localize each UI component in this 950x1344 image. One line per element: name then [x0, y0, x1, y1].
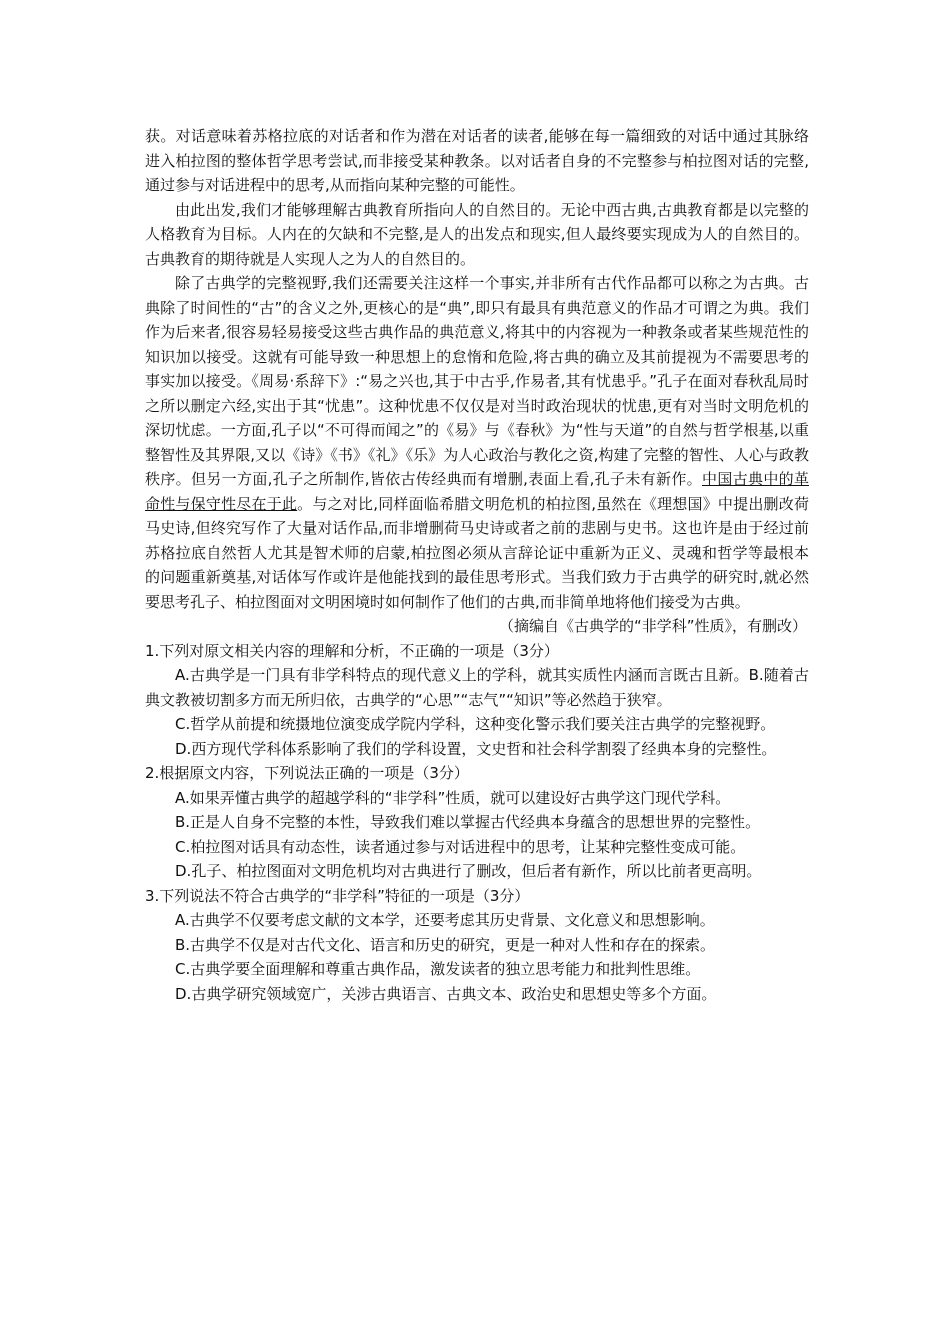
- question-stem: 1.下列对原文相关内容的理解和分析，不正确的一项是（3分）: [145, 641, 559, 660]
- passage-paragraph-3-text-a: 除了古典学的完整视野,我们还需要关注这样一个事实,并非所有古代作品都可以称之为古典。古典除了时间性的“古”的含义之外,更核心的是“典”,即只有最具有典范意义的作品才可谓之为典。我们作为后来者,很容易轻易接受这些古典作品的典范意义,将其中的内容视为一种教条或者某些规范性的知识加以接受。这就有可能导致一种思想上的怠惰和危险,将古典的确立及其前提视为不需要思考的事实加以接受。《周易·系辞下》:“易之兴也,其于中古乎,作易者,其有忧患乎。”孔子在面对春秋乱局时之所以删定六经,实出于其“忧患”。这种忧患不仅仅是对当时政治现状的忧患,更有对当时文明危机的深切忧虑。一方面,孔子以“不可得而闻之”的《易》与《春秋》为“性与天道”的自然与哲学根基,以重整智性及其界限,又以《诗》《书》《礼》《乐》为人心政治与教化之资,构建了完整的智性、人心与政教秩序。但另一方面,孔子之所制作,皆依古传经典而有增删,表面上看,孔子未有新作。: [145, 274, 809, 488]
- underlined-sentence: 中国古典中的革命性与保守性尽在于此: [145, 470, 809, 513]
- option-d: D.西方现代学科体系影响了我们的学科设置，文史哲和社会科学割裂了经典本身的完整性。: [175, 739, 777, 758]
- option-c: C.古典学要全面理解和尊重古典作品，激发读者的独立思考能力和批判性思维。: [175, 960, 701, 978]
- passage-paragraph-3-text-b: 。与之对比,同样面临希腊文明危机的柏拉图,虽然在《理想国》中提出删改荷马史诗,但终究写作了大量对话作品,而非增删荷马史诗或者之前的悲剧与史书。这也许是由于经过前苏格拉底自然哲人尤其是智术师的启蒙,柏拉图必须从言辞论证中重新为正义、灵魂和哲学等最根本的问题重新奠基,对话体写作或许是他能找到的最佳思考形式。当我们致力于古典学的研究时,就必然要思考孔子、柏拉图面对文明困境时如何制作了他们的古典,而非简单地将他们接受为古典。: [145, 494, 809, 611]
- document-page: [145, 124, 809, 1006]
- passage-paragraph-1: 获。对话意味着苏格拉底的对话者和作为潜在对话者的读者,能够在每一篇细致的对话中通过其脉络进入柏拉图的整体哲学思考尝试,而非接受某种教条。以对话者自身的不完整参与柏拉图对话的完整,通过参与对话进程中的思考,从而指向某种完整的可能性。: [145, 127, 809, 194]
- passage-paragraph-2: 由此出发,我们才能够理解古典教育所指向人的自然目的。无论中西古典,古典教育都是以完整的人格教育为目标。人内在的欠缺和不完整,是人的出发点和现实,但人最终要实现成为人的自然目的。古典教育的期待就是人实现人之为人的自然目的。: [145, 200, 809, 268]
- option-a: A.如果弄懂古典学的超越学科的“非学科”性质，就可以建设好古典学这门现代学科。: [175, 788, 731, 807]
- passage-paragraph-3: [145, 271, 809, 614]
- question-stem: 2.根据原文内容，下列说法正确的一项是（3分）: [145, 764, 469, 782]
- question-1: [145, 639, 809, 762]
- question-3: [145, 884, 809, 1007]
- option-a-b: A.古典学是一门具有非学科特点的现代意义上的学科，就其实质性内涵而言既古且新。B.随着古典文教被切割多方而无所归依，古典学的“心思”“志气”“知识”等必然趋于狭窄。: [145, 666, 809, 709]
- option-d: D.孔子、柏拉图面对文明危机均对古典进行了删改，但后者有新作，所以比前者更高明。: [175, 862, 762, 880]
- option-c: C.柏拉图对话具有动态性，读者通过参与对话进程中的思考，让某种完整性变成可能。: [175, 837, 746, 856]
- option-d: D.古典学研究领域宽广，关涉古典语言、古典文本、政治史和思想史等多个方面。: [175, 984, 717, 1003]
- option-a: A.古典学不仅要考虑文献的文本学，还要考虑其历史背景、文化意义和思想影响。: [175, 911, 715, 929]
- option-b: B.古典学不仅是对古代文化、语言和历史的研究，更是一种对人性和存在的探索。: [175, 935, 716, 954]
- option-c: C.哲学从前提和统摄地位演变成学院内学科，这种变化警示我们要关注古典学的完整视野。: [175, 715, 776, 733]
- source-note: （摘编自《古典学的“非学科”性质》，有删改）: [498, 617, 807, 635]
- option-b: B.正是人自身不完整的本性，导致我们难以掌握古代经典本身蕴含的思想世界的完整性。: [175, 813, 761, 831]
- question-2: [145, 761, 809, 884]
- question-stem: 3.下列说法不符合古典学的“非学科”特征的一项是（3分）: [145, 886, 530, 905]
